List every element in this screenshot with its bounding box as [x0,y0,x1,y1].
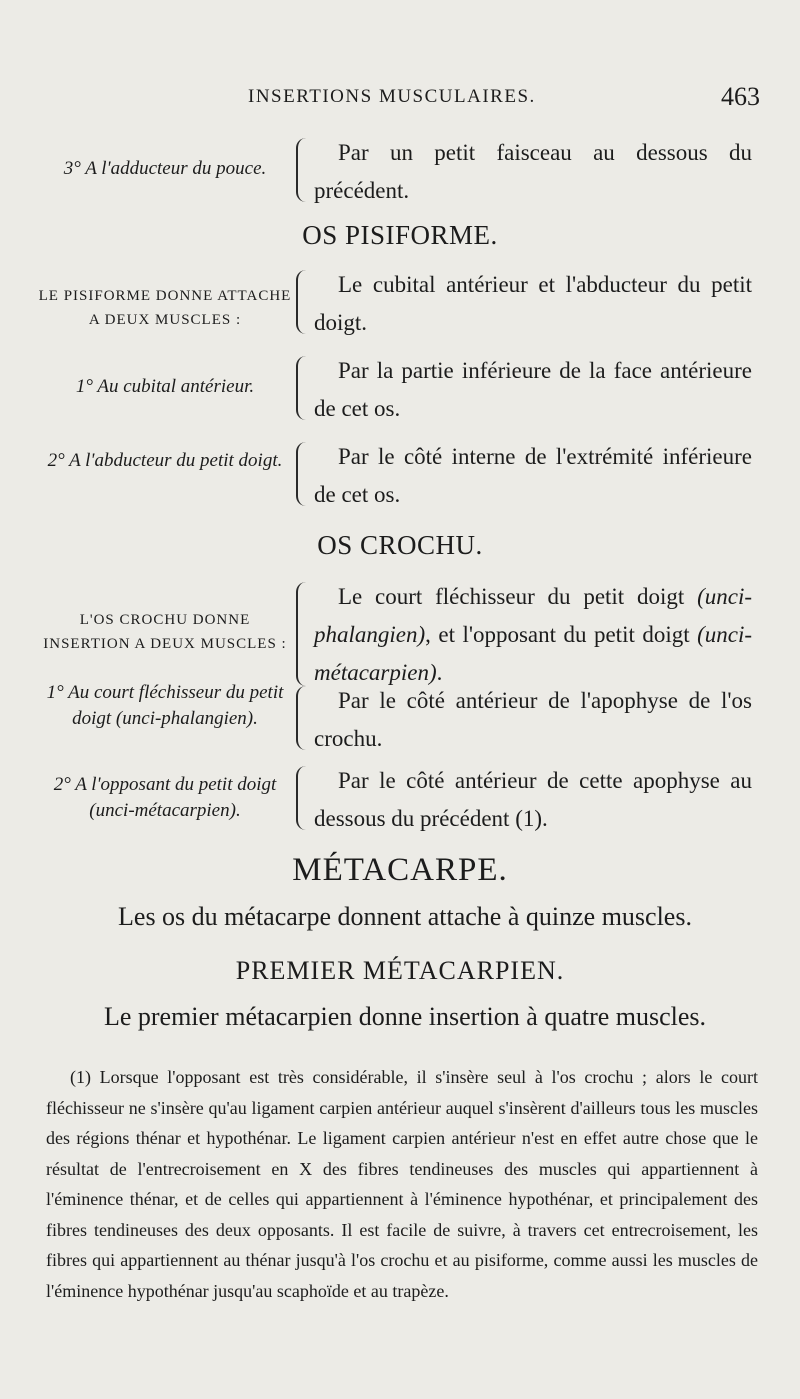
insertion-description [314,578,752,692]
section-title-premier-metacarpien: PREMIER MÉTACARPIEN. [235,956,565,985]
brace [296,582,314,686]
text-fragment: , et l'opposant du petit doigt [425,622,698,647]
insertion-description: Par le côté antérieur de l'apophyse de l'os crochu. [314,688,752,751]
running-title: INSERTIONS MUSCULAIRES. [248,86,536,107]
section-title-metacarpe: MÉTACARPE. [292,852,508,888]
muscle-label: 2° A l'opposant du petit doigt (unci-métacarpien). [53,774,277,821]
brace [296,686,314,750]
section-title-pisiforme: OS PISIFORME. [302,220,498,250]
running-head [0,82,800,116]
text-fragment: Le court fléchisseur du petit doigt [338,584,698,609]
section-title-crochu: OS CROCHU. [317,530,483,560]
metacarpe-statement: Les os du métacarpe donnent attache à quinze muscles. [118,902,692,931]
muscle-label: 1° Au cubital antérieur. [75,376,255,397]
muscle-label: 2° A l'abducteur du petit doigt. [47,450,283,471]
brace [296,766,314,830]
insertion-description: Le cubital antérieur et l'abducteur du petit doigt. [314,272,752,335]
muscle-label: 1° Au court fléchisseur du petit doigt (unci-phalangien). [46,682,284,729]
summary-label: LE PISIFORME DONNE ATTACHE A DEUX MUSCLES : [38,288,292,328]
muscle-label: 3° A l'adducteur du pouce. [63,158,267,179]
summary-label: L'OS CROCHU DONNE INSERTION A DEUX MUSCLES : [43,612,287,652]
text-fragment: . [436,660,443,685]
page-number: 463 [721,82,760,111]
synonym-text: (unci-métacarpien) [314,622,752,685]
insertion-description: Par un petit faisceau au dessous du précédent. [314,140,752,203]
insertion-description: Par le côté antérieur de cette apophyse au dessous du précédent (1). [314,768,752,831]
footnote: (1) Lorsque l'opposant est très considérable, il s'insère seul à l'os crochu ; alors le court fléchisseur ne s'insère qu'au ligament carpien antérieur auquel s'insèrent d'ailleurs tous les muscles des régions thénar et hypothénar. Le ligament carpien antérieur n'est en effet autre chose que le résultat de l'entrecroisement en X des fibres tendineuses des muscles qui appartiennent à l'éminence thénar, et de celles qui appartiennent à l'éminence hypothénar, et principalement des fibres tendineuses des deux opposants. Il est facile de suivre, à travers cet entrecroisement, les fibres qui appartiennent au thénar jusqu'à l'os crochu et au pisiforme, comme aussi les muscles de l'éminence hypothénar jusqu'au scaphoïde et au trapèze. [46,1067,758,1301]
insertion-description: Par la partie inférieure de la face antérieure de cet os. [314,358,752,421]
premier-metacarpien-statement: Le premier métacarpien donne insertion à quatre muscles. [103,1002,707,1031]
brace [296,442,314,506]
brace [296,138,314,202]
brace [296,270,314,334]
insertion-description: Par le côté interne de l'extrémité inférieure de cet os. [314,444,752,507]
synonym-text: (unci-phalangien) [314,584,752,647]
brace [296,356,314,420]
